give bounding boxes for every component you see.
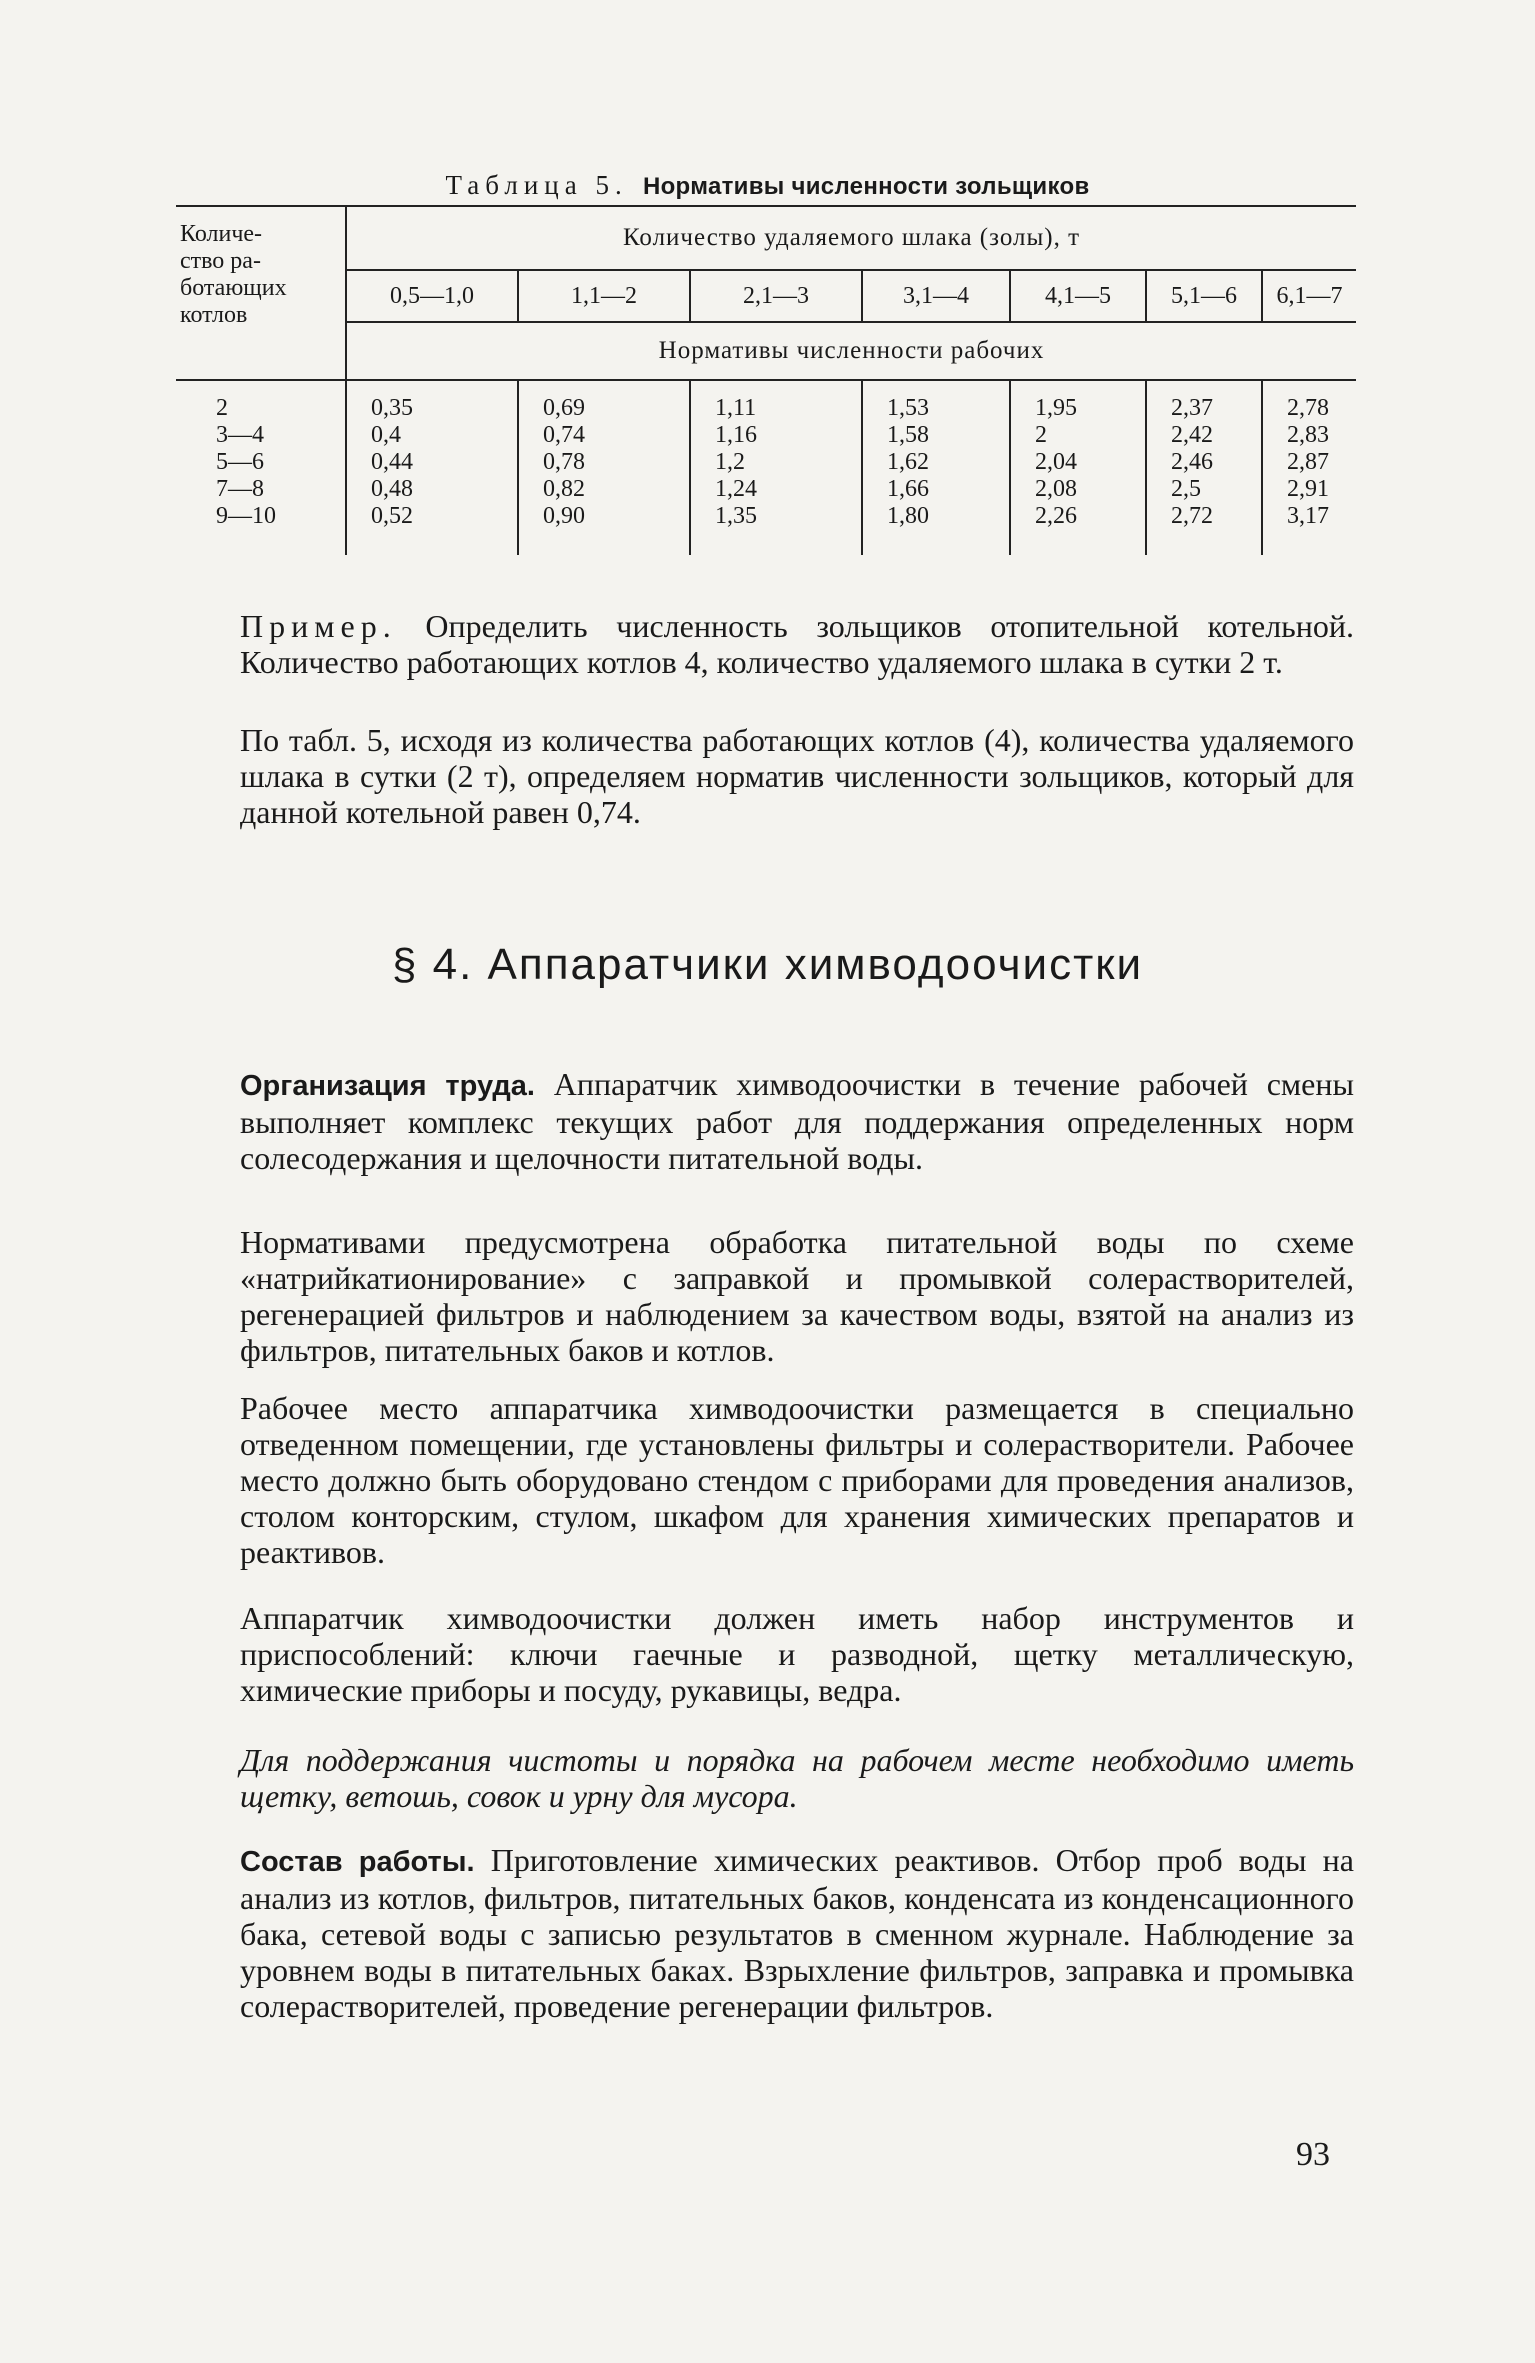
table-cell: 1,24 (715, 476, 757, 502)
example-solution-text: По табл. 5, исходя из количества работающих котлов (4), количества удаляемого шлака в сутки (2 т), определяем норматив численности зольщиков, который для данной котельной равен 0,74. (240, 722, 1354, 830)
paragraph-work-composition (240, 1842, 1354, 2024)
row-label: 5—6 (216, 449, 264, 475)
table-caption (180, 170, 1355, 201)
paragraph-tools (240, 1600, 1354, 1708)
row-label: 2 (216, 395, 228, 421)
table-cell: 1,53 (887, 395, 929, 421)
table-cell: 0,48 (371, 476, 413, 502)
norms-header: Нормативы численности рабочих (346, 322, 1356, 380)
table-cell: 2 (1035, 422, 1047, 448)
table-column (862, 380, 1010, 555)
table-cell: 0,35 (371, 395, 413, 421)
table-cell: 2,78 (1287, 395, 1329, 421)
paragraph-heading: Организация труда. (240, 1070, 535, 1102)
table-caption-label: Таблица 5. (445, 170, 628, 200)
table-cell: 0,90 (543, 503, 585, 529)
table-cell: 1,35 (715, 503, 757, 529)
table-column (518, 380, 690, 555)
table-cell: 1,2 (715, 449, 745, 475)
row-labels-cell (176, 380, 346, 555)
table-cell: 2,87 (1287, 449, 1329, 475)
example-label: Пример. (240, 608, 397, 644)
table-column (1262, 380, 1356, 555)
table-cell: 3,17 (1287, 503, 1329, 529)
range-header: 1,1—2 (518, 270, 690, 322)
paragraph-text: Аппаратчик химводоочистки должен иметь набор инструментов и приспособлений: ключи гаечные и разводной, щетку металлическую, химические приборы и посуду, рукавицы, ведра. (240, 1600, 1354, 1708)
table-cell: 2,04 (1035, 449, 1077, 475)
range-header: 4,1—5 (1010, 270, 1146, 322)
norms-table (176, 205, 1356, 555)
table-cell: 1,11 (715, 395, 757, 421)
table-cell: 0,78 (543, 449, 585, 475)
paragraph-heading: Состав работы. (240, 1846, 475, 1878)
table-cell: 1,66 (887, 476, 929, 502)
paragraph-workplace (240, 1390, 1354, 1570)
row-label: 9—10 (216, 503, 276, 529)
example-solution-paragraph (240, 722, 1354, 830)
table-cell: 1,58 (887, 422, 929, 448)
paragraph-text: Приготовление химических реактивов. Отбор проб воды на анализ из котлов, фильтров, питательных баков, конденсата из конденсационного бака, сетевой воды с записью результатов в сменном журнале. Наблюдение за уровнем воды в питательных баках. Взрыхление фильтров, заправка и промывка солерастворителей, проведение регенерации фильтров. (240, 1842, 1354, 2024)
slag-amount-header: Количество удаляемого шлака (золы), т (346, 206, 1356, 270)
table-cell: 0,4 (371, 422, 401, 448)
range-header: 6,1—7 (1262, 270, 1356, 322)
table-cell: 2,83 (1287, 422, 1329, 448)
range-header: 0,5—1,0 (346, 270, 518, 322)
table-cell: 0,69 (543, 395, 585, 421)
paragraph-cleanliness (240, 1742, 1354, 1814)
table-cell: 1,80 (887, 503, 929, 529)
table-column (1010, 380, 1146, 555)
paragraph-organization (240, 1066, 1354, 1176)
row-label: 7—8 (216, 476, 264, 502)
table-cell: 2,91 (1287, 476, 1329, 502)
table-cell: 2,08 (1035, 476, 1077, 502)
range-header: 3,1—4 (862, 270, 1010, 322)
table-cell: 2,42 (1171, 422, 1213, 448)
paragraph-text: Рабочее место аппаратчика химводоочистки размещается в специально отведенном помещении, где установлены фильтры и солерастворители. Рабочее место должно быть оборудовано стендом с приборами для проведения анализов, столом конторским, стулом, шкафом для хранения химических препаратов и реактивов. (240, 1390, 1354, 1570)
range-header: 5,1—6 (1146, 270, 1262, 322)
table-caption-title: Нормативы численности зольщиков (642, 173, 1090, 200)
page-number: 93 (1296, 2136, 1330, 2173)
table-cell: 1,62 (887, 449, 929, 475)
table-cell: 0,74 (543, 422, 585, 448)
table-cell: 1,95 (1035, 395, 1077, 421)
table-column (346, 380, 518, 555)
section-title: § 4. Аппаратчики химводоочистки (391, 940, 1144, 989)
table-cell: 0,52 (371, 503, 413, 529)
row-header-cell: Количе- ство ра- ботающих котлов (176, 206, 346, 380)
table-cell: 2,72 (1171, 503, 1213, 529)
paragraph-text: Для поддержания чистоты и порядка на рабочем месте необходимо иметь щетку, ветошь, совок и урну для мусора. (240, 1742, 1354, 1814)
table-cell: 2,37 (1171, 395, 1213, 421)
paragraph-norms (240, 1224, 1354, 1368)
table-cell: 0,44 (371, 449, 413, 475)
table-cell: 2,46 (1171, 449, 1213, 475)
table-cell: 2,5 (1171, 476, 1201, 502)
table-cell: 1,16 (715, 422, 757, 448)
table-column (690, 380, 862, 555)
example-text: Определить численность зольщиков отопительной котельной. Количество работающих котлов 4, количество удаляемого шлака в сутки 2 т. (240, 608, 1354, 680)
example-paragraph (240, 608, 1354, 680)
range-header: 2,1—3 (690, 270, 862, 322)
paragraph-text: Аппаратчик химводоочистки в течение рабочей смены выполняет комплекс текущих работ для поддержания определенных норм солесодержания и щелочности питательной воды. (240, 1066, 1355, 1176)
table-cell: 0,82 (543, 476, 585, 502)
paragraph-text: Нормативами предусмотрена обработка питательной воды по схеме «натрийкатионирование» с заправкой и промывкой солерастворителей, регенерацией фильтров и наблюдением за качеством воды, взятой на анализ из фильтров, питательных баков и котлов. (240, 1224, 1354, 1368)
table-cell: 2,26 (1035, 503, 1077, 529)
row-label: 3—4 (216, 422, 264, 448)
table-column (1146, 380, 1262, 555)
